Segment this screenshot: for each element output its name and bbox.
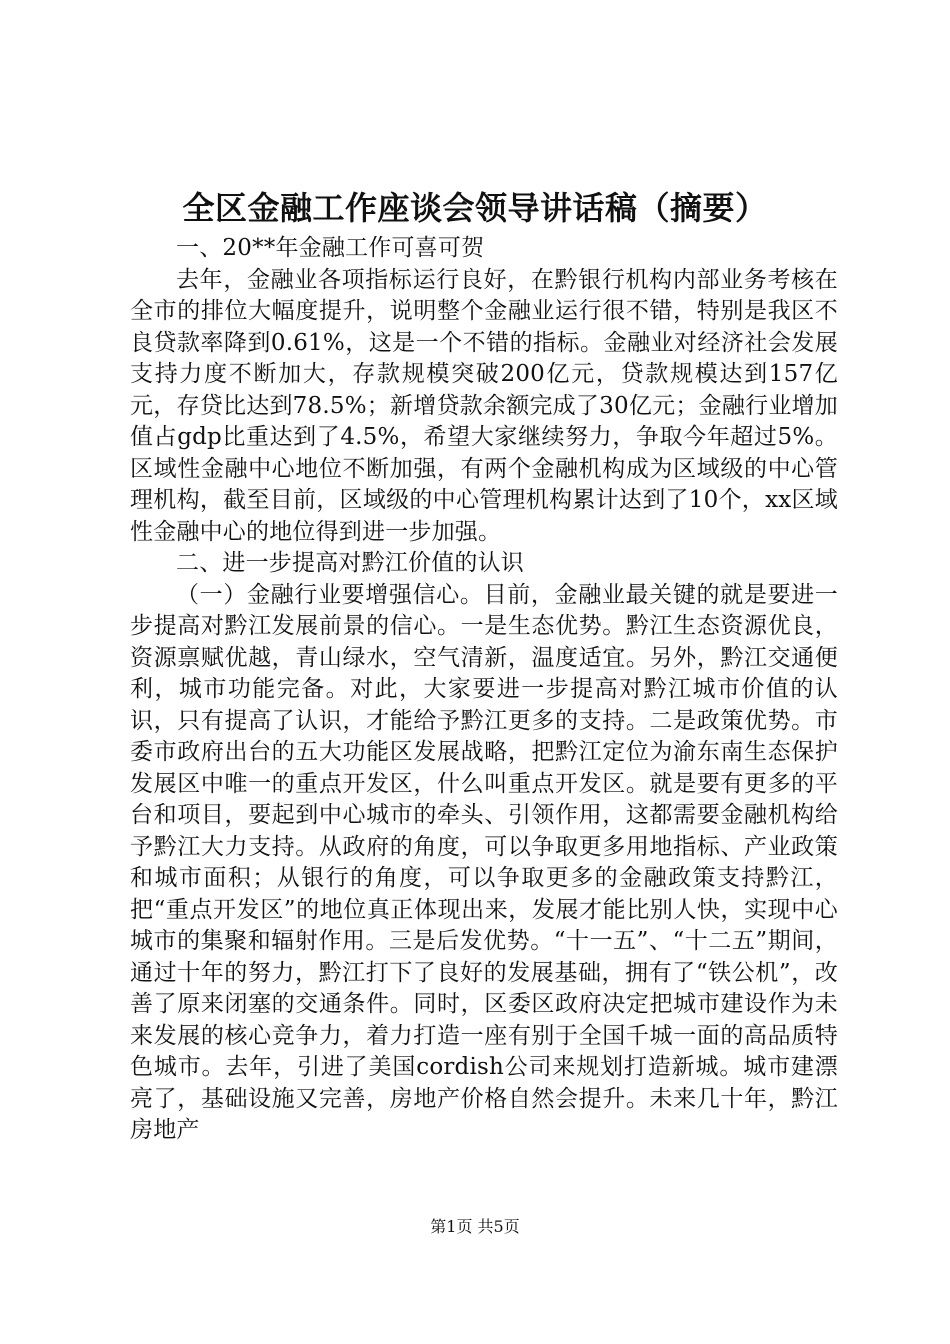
body-paragraph-2: （一）金融行业要增强信心。目前，金融业最关键的就是要进一步提高对黔江发展前景的信心。一是生态优势。黔江生态资源优良，资源禀赋优越，青山绿水，空气清新，温度适宜。另外，黔江交通便利，城市功能完备。对此，大家要进一步提高对黔江城市价值的认识，只有提高了认识，才能给予黔江更多的支持。二是政策优势。市委市政府出台的五大功能区发展战略，把黔江定位为渝东南生态保护发展区中唯一的重点开发区，什么叫重点开发区。就是要有更多的平台和项目，要起到中心城市的牵头、引领作用，这都需要金融机构给予黔江大力支持。从政府的角度，可以争取更多用地指标、产业政策和城市面积；从银行的角度，可以争取更多的金融政策支持黔江，把“重点开发区”的地位真正体现出来，发展才能比别人快，实现中心城市的集聚和辐射作用。三是后发优势。“十一五”、“十二五”期间，通过十年的努力，黔江打下了良好的发展基础，拥有了“铁公机”，改善了原来闭塞的交通条件。同时，区委区政府决定把城市建设作为未来发展的核心竞争力，着力打造一座有别于全国千城一面的高品质特色城市。去年，引进了美国cordish公司来规划打造新城。城市建漂亮了，基础设施又完善，房地产价格自然会提升。未来几十年，黔江房地产 (130, 581, 838, 1143)
body-paragraph-1: 去年，金融业各项指标运行良好，在黔银行机构内部业务考核在全市的排位大幅度提升，说明整个金融业运行很不错，特别是我区不良贷款率降到0.61%，这是一个不错的指标。金融业对经济社会发展支持力度不断加大，存款规模突破200亿元，贷款规模达到157亿元，存贷比达到78.5%；新增贷款余额完成了30亿元；金融行业增加值占gdp比重达到了4.5%，希望大家继续努力，争取今年超过5%。区域性金融中心地位不断加强，有两个金融机构成为区域级的中心管理机构，截至目前，区域级的中心管理机构累计达到了10个，xx区域性金融中心的地位得到进一步加强。 (130, 266, 838, 545)
section-heading-1: 一、20**年金融工作可喜可贺 (176, 235, 485, 261)
section-heading-2: 二、进一步提高对黔江价值的认识 (176, 550, 524, 576)
page-footer: 第1页 共5页 (430, 1217, 520, 1236)
document-body (130, 233, 838, 1147)
document-title: 全区金融工作座谈会领导讲话稿（摘要） (182, 189, 768, 227)
